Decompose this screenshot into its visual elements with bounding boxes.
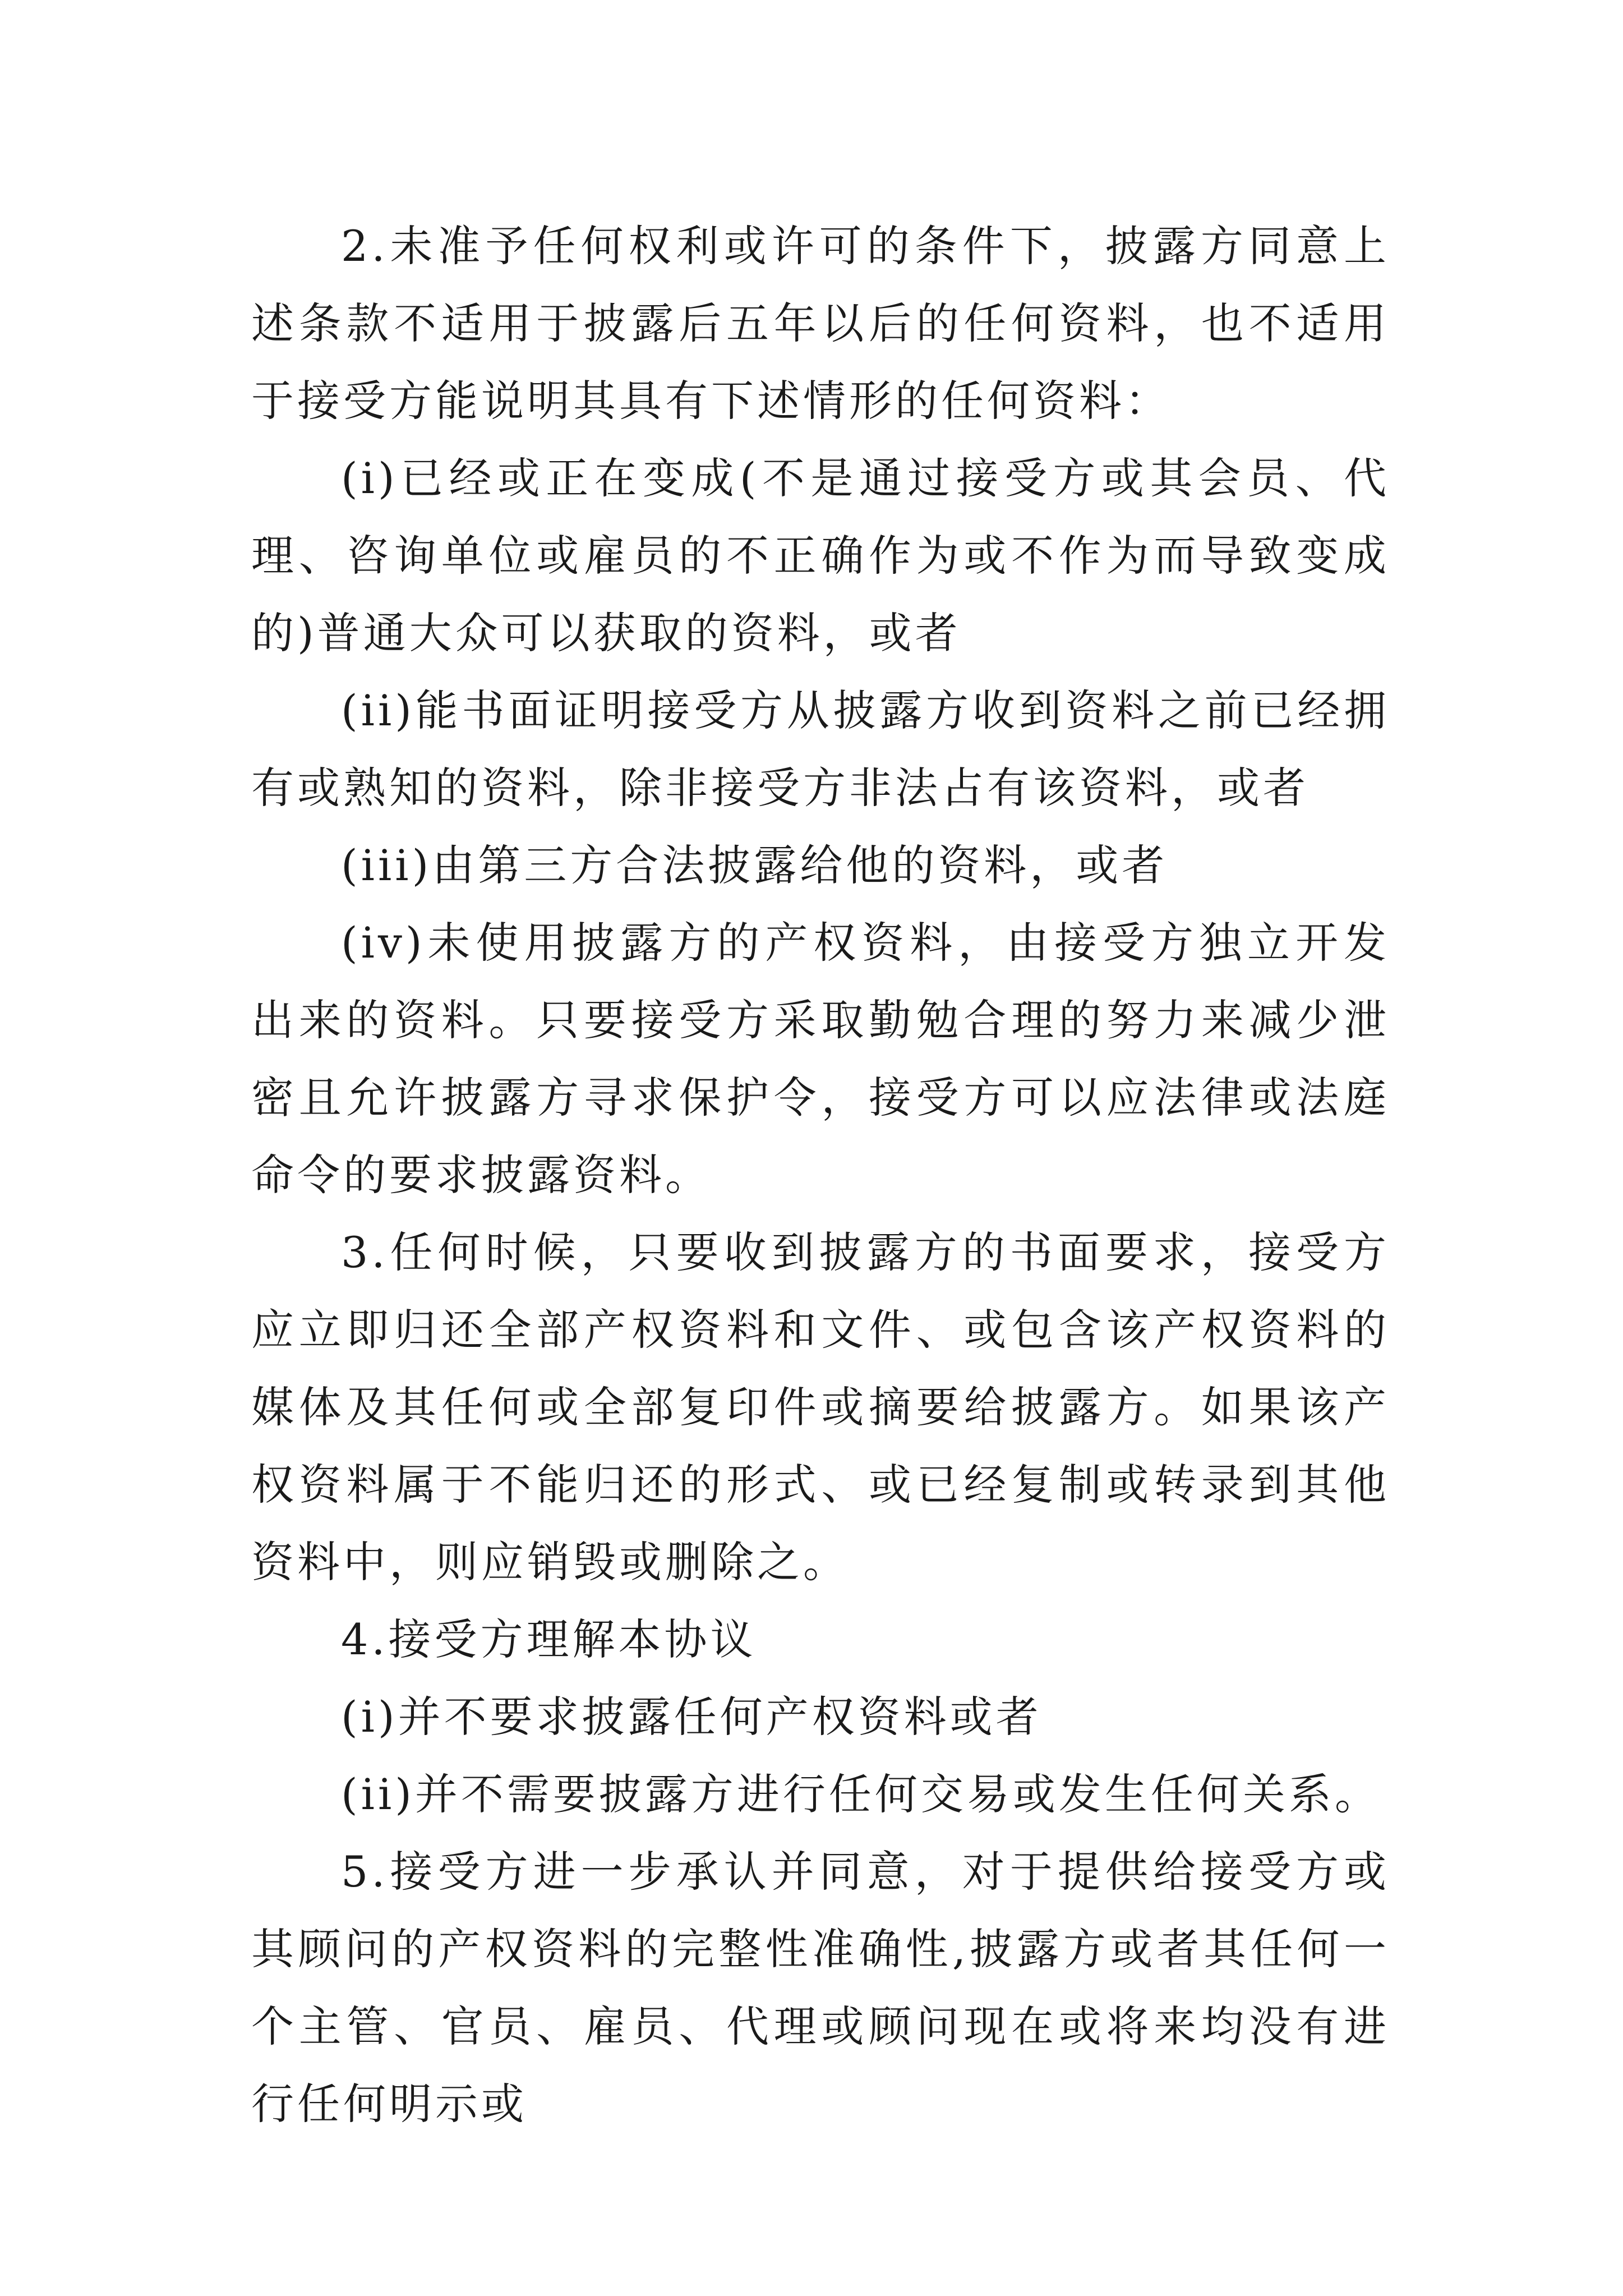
paragraph-clause-4-i: (i)并不要求披露任何产权资料或者 [341, 1692, 1042, 1742]
paragraph-clause-3: 3.任何时候，只要收到披露方的书面要求，接受方应立即归还全部产权资料和文件、或包含该产权资料的媒体及其任何或全部复印件或摘要给披露方。如果该产权资料属于不能归还的形式、或已经复制或转录到其他资料中，则应销毁或删除之。 [251, 1227, 1390, 1587]
paragraph-clause-2-ii: (ii)能书面证明接受方从披露方收到资料之前已经拥有或熟知的资料，除非接受方非法占有该资料，或者 [251, 685, 1390, 813]
paragraph-clause-5: 5.接受方进一步承认并同意，对于提供给接受方或其顾问的产权资料的完整性准确性,披露方或者其任何一个主管、官员、雇员、代理或顾问现在或将来均没有进行任何明示或 [251, 1847, 1390, 2129]
paragraph-clause-2: 2.未准予任何权利或许可的条件下，披露方同意上述条款不适用于披露后五年以后的任何资料，也不适用于接受方能说明其具有下述情形的任何资料： [251, 221, 1390, 426]
paragraph-clause-4-ii: (ii)并不需要披露方进行任何交易或发生任何关系。 [341, 1769, 1381, 1819]
paragraph-clause-2-iii: (iii)由第三方合法披露给他的资料，或者 [341, 840, 1168, 890]
document-body [251, 208, 1390, 2143]
paragraph-clause-4: 4.接受方理解本协议 [341, 1614, 757, 1664]
paragraph-clause-2-i: (i)已经或正在变成(不是通过接受方或其会员、代理、咨询单位或雇员的不正确作为或不作为而导致变成的)普通大众可以获取的资料，或者 [251, 453, 1390, 658]
paragraph-clause-2-iv: (iv)未使用披露方的产权资料，由接受方独立开发出来的资料。只要接受方采取勤勉合理的努力来减少泄密且允许披露方寻求保护令，接受方可以应法律或法庭命令的要求披露资料。 [251, 918, 1390, 1200]
